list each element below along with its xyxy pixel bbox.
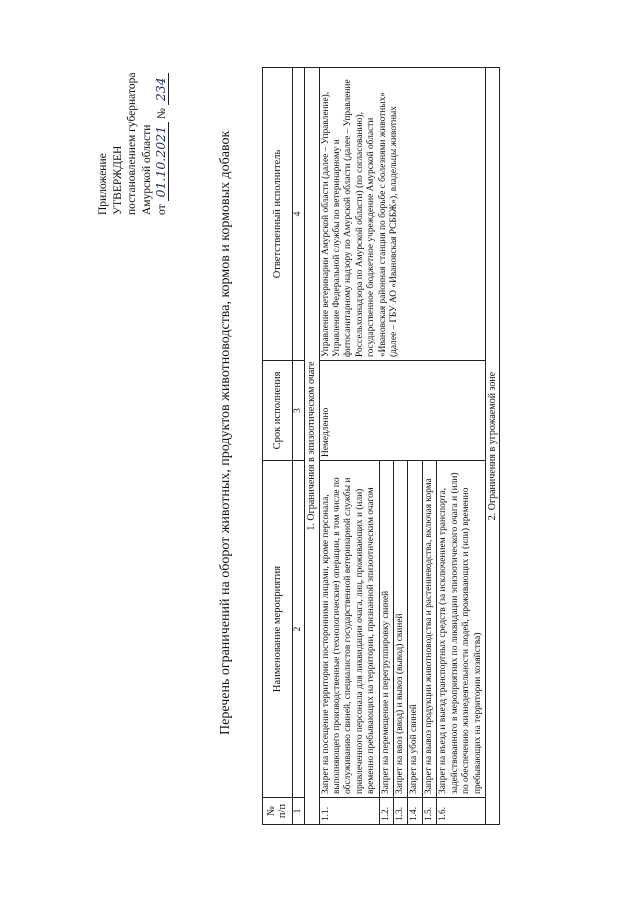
- measure-name: Запрет на вывоз продукции животноводства и растениеводства, включая корма: [422, 461, 436, 798]
- approval-block: [96, 73, 170, 215]
- section-heading: 2. Ограничения в угрожаемой зоне: [485, 68, 499, 825]
- header-cell-resp: Ответственный исполнитель: [263, 68, 293, 361]
- row-number: 1.3.: [394, 798, 408, 825]
- measure-name: Запрет на посещение территории посторонними лицами, кроме персонала, выполняющего производственные (технологические) операции, в том числе по обслуживанию свиней, специалистов государственной ветеринарной службы и привлеченного персонала для ликвидации очага, лиц, проживающих и (или) временно пребывающих на территории, признанной эпизоотическим очагом: [319, 461, 379, 798]
- section-row: [305, 68, 319, 825]
- row-number: 1.4.: [408, 798, 422, 825]
- measure-name: Запрет на въезд и выезд транспортных средств (за исключением транспорта, задействованного в мероприятиях по ликвидации эпизоотического очага и (или) по обеспечению жизнедеятельности людей, проживающих и (или) временно пребывающих на территории хозяйства): [437, 461, 486, 798]
- column-number-row: [292, 68, 304, 825]
- date-number-line: [154, 73, 170, 215]
- responsible-cell: Управление ветеринарии Амурской области (далее – Управление), Управление Федеральной службы по ветеринарному и фитосанитарному надзору по Амурской области (далее – Управление Россельхознадзора по Амурской области) (по согласованию), государственное бюджетное учреждение Амурской области «Ивановская районная станция по борьбе с болезнями животных» (далее – ГБУ АО «Ивановская РСББЖ»), владельцы животных: [319, 68, 485, 361]
- handwritten-number: 234: [153, 73, 169, 105]
- measure-name: Запрет на убой свиней: [408, 461, 422, 798]
- row-number: 1.1.: [319, 798, 379, 825]
- header-cell-num: № п/п: [263, 798, 293, 825]
- date-prefix: от: [156, 204, 168, 215]
- measure-name: Запрет на ввоз (ввод) и вывоз (вывод) свиней: [394, 461, 408, 798]
- measure-name: Запрет на перемещение и перегруппировку свиней: [379, 461, 393, 798]
- section-heading: 1. Ограничения в эпизоотическом очаге: [305, 68, 319, 825]
- column-number: 1: [292, 798, 304, 825]
- header-cell-term: Срок исполнения: [263, 361, 293, 461]
- table-row: [319, 68, 379, 825]
- region-label: Амурской области: [140, 124, 153, 215]
- row-number: 1.6.: [437, 798, 486, 825]
- decree-label: постановлением губернатора: [126, 72, 138, 215]
- approved-label: УТВЕРЖДЕН: [111, 145, 124, 215]
- header-row: [263, 68, 293, 825]
- row-number: 1.5.: [422, 798, 436, 825]
- document-title: Перечень ограничений на оборот животных, продуктов животноводства, кормов и кормовых добавок: [218, 130, 233, 735]
- appendix-label: Приложение: [97, 153, 109, 215]
- term-cell: Немедленно: [319, 361, 485, 461]
- section-row: [485, 68, 499, 825]
- column-number: 3: [292, 361, 304, 461]
- restrictions-table: [262, 67, 500, 825]
- header-cell-name: Наименование мероприятия: [263, 461, 293, 798]
- column-number: 2: [292, 461, 304, 798]
- row-number: 1.2.: [379, 798, 393, 825]
- number-prefix: №: [156, 108, 168, 120]
- column-number: 4: [292, 68, 304, 361]
- handwritten-date: 01.10.2021: [153, 122, 169, 202]
